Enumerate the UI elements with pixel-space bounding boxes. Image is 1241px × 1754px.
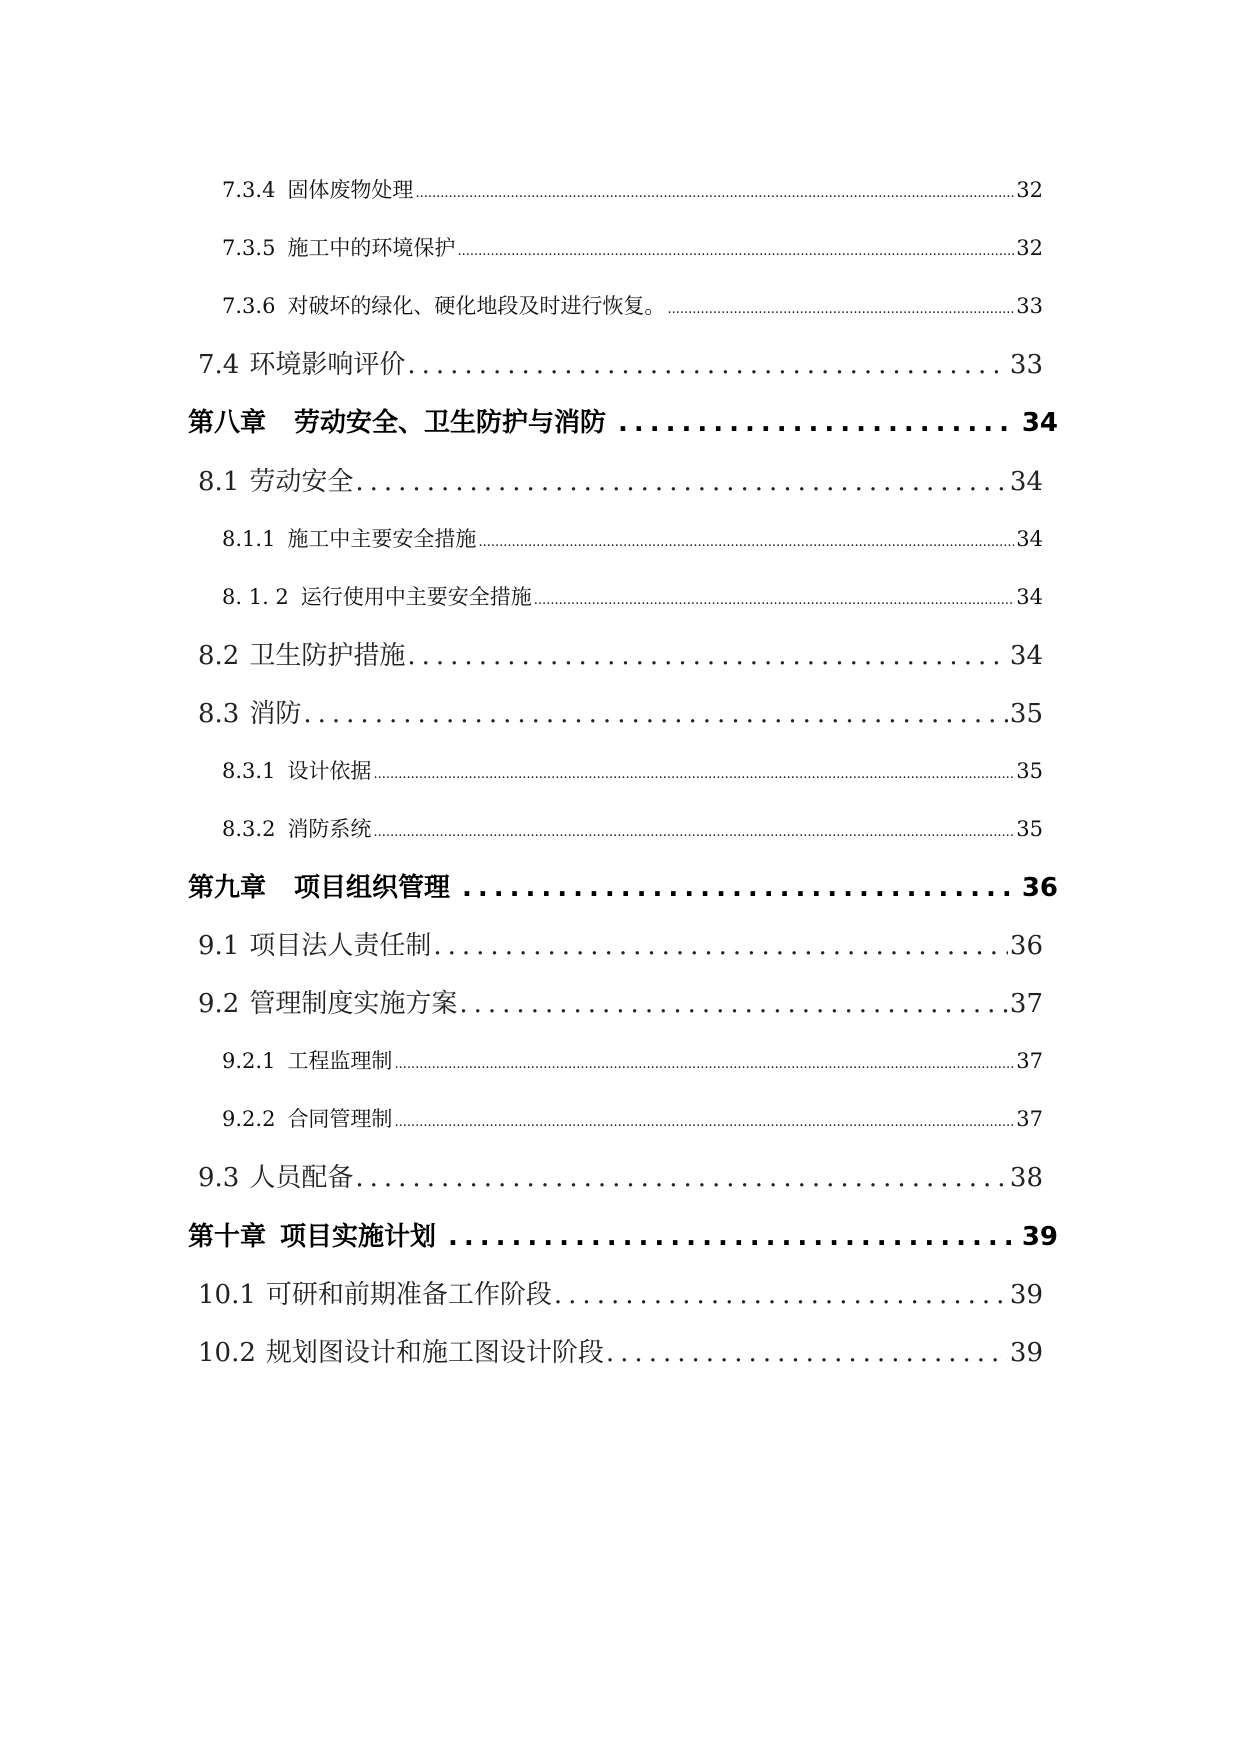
- page-number: 33: [1016, 294, 1043, 318]
- chapter-number: 第八章: [188, 408, 267, 438]
- toc-entry-7-4[interactable]: [198, 344, 1043, 381]
- entry-number: 7.4: [198, 350, 240, 380]
- chapter-title: 项目实施计划: [280, 1222, 437, 1252]
- dot-leader: [373, 825, 1014, 840]
- toc-entry-10-2[interactable]: [198, 1332, 1043, 1369]
- entry-number: 9.2: [198, 989, 240, 1019]
- dot-leader: [355, 467, 1008, 497]
- dot-leader: [355, 1163, 1008, 1193]
- page-number: 37: [1009, 989, 1043, 1019]
- chapter-title: 劳动安全、卫生防护与消防: [294, 408, 607, 438]
- entry-number: 8. 1. 2: [222, 585, 289, 609]
- dot-leader: [448, 1222, 1016, 1252]
- page-number: 32: [1016, 236, 1043, 260]
- entry-title: 施工中的环境保护: [287, 236, 456, 260]
- entry-title: 规划图设计和施工图设计阶段: [265, 1338, 604, 1368]
- toc-entry-9-2-1[interactable]: [222, 1045, 1043, 1075]
- entry-number: 8.3.2: [222, 817, 276, 841]
- page-number: 34: [1016, 527, 1043, 551]
- entry-number: 7.3.5: [222, 236, 276, 260]
- dot-leader: [407, 350, 1008, 380]
- entry-title: 固体废物处理: [287, 178, 414, 202]
- entry-title: 人员配备: [249, 1163, 354, 1193]
- chapter-number: 第九章: [188, 873, 267, 903]
- toc-entry-10-1[interactable]: [198, 1274, 1043, 1311]
- entry-title: 环境影响评价: [249, 350, 406, 380]
- toc-entry-8-3[interactable]: [198, 693, 1043, 730]
- dot-leader: [459, 989, 1008, 1019]
- entry-number: 9.3: [198, 1163, 240, 1193]
- entry-title: 管理制度实施方案: [249, 989, 458, 1019]
- toc-entry-9-2-2[interactable]: [222, 1103, 1043, 1133]
- entry-title: 消防系统: [287, 817, 372, 841]
- page-number: 33: [1009, 350, 1043, 380]
- page-number: 36: [1021, 873, 1058, 903]
- dot-leader: [534, 593, 1014, 608]
- page-number: 34: [1009, 641, 1043, 671]
- entry-number: 10.2: [198, 1338, 256, 1368]
- entry-title: 项目法人责任制: [249, 931, 432, 961]
- chapter-title: 项目组织管理: [294, 873, 451, 903]
- toc-entry-9-1[interactable]: [198, 925, 1043, 962]
- page-number: 34: [1016, 585, 1043, 609]
- entry-title: 消防: [249, 699, 302, 729]
- toc-entry-7-3-4[interactable]: [222, 174, 1043, 204]
- toc-chapter-10[interactable]: [188, 1216, 1058, 1253]
- page-number: 32: [1016, 178, 1043, 202]
- entry-title: 运行使用中主要安全措施: [300, 585, 532, 609]
- page-number: 35: [1016, 817, 1043, 841]
- entry-number: 10.1: [198, 1280, 256, 1310]
- dot-leader: [457, 244, 1014, 259]
- page-number: 39: [1009, 1338, 1043, 1368]
- entry-title: 可研和前期准备工作阶段: [265, 1280, 552, 1310]
- entry-title: 劳动安全: [249, 467, 354, 497]
- page-number: 37: [1016, 1107, 1043, 1131]
- dot-leader: [433, 931, 1008, 961]
- dot-leader: [554, 1280, 1008, 1310]
- page-number: 37: [1016, 1049, 1043, 1073]
- entry-title: 施工中主要安全措施: [287, 527, 477, 551]
- dot-leader: [303, 699, 1008, 729]
- entry-number: 9.2.1: [222, 1049, 276, 1073]
- entry-number: 8.3: [198, 699, 240, 729]
- page-number: 39: [1021, 1222, 1058, 1252]
- entry-number: 7.3.6: [222, 294, 276, 318]
- toc-entry-8-3-1[interactable]: [222, 755, 1043, 785]
- dot-leader: [618, 408, 1016, 438]
- dot-leader: [478, 535, 1014, 550]
- toc-chapter-8[interactable]: [188, 402, 1058, 439]
- entry-number: 9.1: [198, 931, 240, 961]
- entry-title: 工程监理制: [287, 1049, 393, 1073]
- dot-leader: [415, 186, 1014, 201]
- toc-entry-7-3-5[interactable]: [222, 232, 1043, 262]
- entry-number: 9.2.2: [222, 1107, 276, 1131]
- chapter-number: 第十章: [188, 1222, 267, 1252]
- page-number: 39: [1009, 1280, 1043, 1310]
- entry-number: 7.3.4: [222, 178, 276, 202]
- entry-number: 8.2: [198, 641, 240, 671]
- toc-entry-8-3-2[interactable]: [222, 813, 1043, 843]
- page-number: 34: [1021, 408, 1058, 438]
- entry-title: 设计依据: [287, 759, 372, 783]
- entry-title: 对破坏的绿化、硬化地段及时进行恢复。: [287, 294, 666, 318]
- toc-chapter-9[interactable]: [188, 867, 1058, 904]
- dot-leader: [394, 1057, 1014, 1072]
- dot-leader: [394, 1115, 1014, 1130]
- entry-number: 8.3.1: [222, 759, 276, 783]
- toc-entry-9-3[interactable]: [198, 1157, 1043, 1194]
- dot-leader: [407, 641, 1008, 671]
- page-number: 35: [1016, 759, 1043, 783]
- toc-entry-9-2[interactable]: [198, 983, 1043, 1020]
- toc-entry-8-2[interactable]: [198, 635, 1043, 672]
- page-number: 35: [1009, 699, 1043, 729]
- entry-number: 8.1.1: [222, 527, 276, 551]
- page-number: 38: [1009, 1163, 1043, 1193]
- entry-title: 卫生防护措施: [249, 641, 406, 671]
- entry-title: 合同管理制: [287, 1107, 393, 1131]
- dot-leader: [606, 1338, 1008, 1368]
- dot-leader: [667, 302, 1014, 317]
- dot-leader: [373, 767, 1014, 782]
- toc-entry-8-1[interactable]: [198, 461, 1043, 498]
- toc-entry-8-1-2[interactable]: [222, 581, 1043, 611]
- page-number: 36: [1009, 931, 1043, 961]
- toc-entry-7-3-6[interactable]: [222, 290, 1043, 320]
- toc-entry-8-1-1[interactable]: [222, 523, 1043, 553]
- entry-number: 8.1: [198, 467, 240, 497]
- dot-leader: [462, 873, 1016, 903]
- page-number: 34: [1009, 467, 1043, 497]
